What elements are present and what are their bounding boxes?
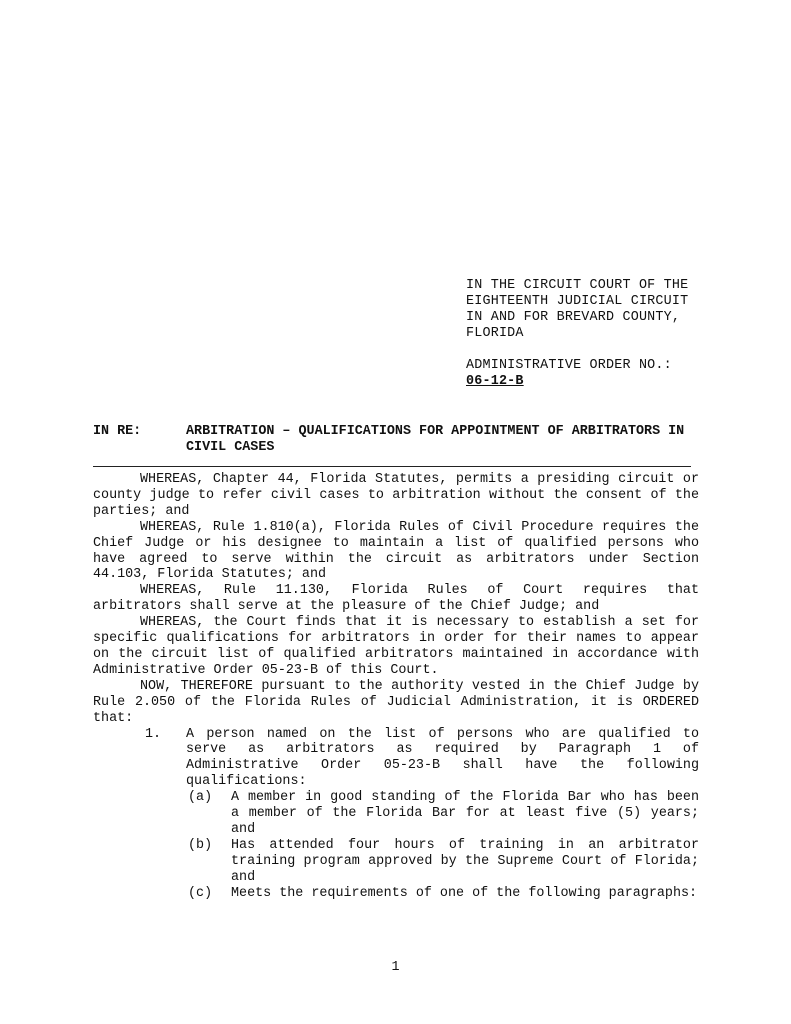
numbered-item (93, 727, 699, 791)
sub-item (93, 790, 699, 838)
order-number: 06-12-B (466, 374, 524, 389)
whereas-paragraph: WHEREAS, Rule 11.130, Florida Rules of Court requires that arbitrators shall serve at the pleasure of the Chief Judge; and (93, 583, 699, 615)
caption-line: IN AND FOR BREVARD COUNTY, (466, 310, 681, 325)
sub-item-text: Meets the requirements of one of the following paragraphs: (231, 885, 698, 901)
in-re-label: IN RE: (93, 424, 142, 439)
caption-line: IN THE CIRCUIT COURT OF THE (466, 278, 689, 293)
caption-line: FLORIDA (466, 326, 524, 341)
page-number: 1 (391, 960, 400, 975)
sub-item-letter: (c) (188, 885, 213, 901)
in-re-title: ARBITRATION – QUALIFICATIONS FOR APPOINTMENT OF ARBITRATORS IN CIVIL CASES (186, 424, 685, 455)
whereas-paragraph: WHEREAS, Rule 1.810(a), Florida Rules of Civil Procedure requires the Chief Judge or his designee to maintain a list of qualified persons who have agreed to serve within the circuit as arbitrators under Section 44.103, Florida Statutes; and (93, 519, 699, 583)
sub-item (93, 838, 699, 886)
sub-item-letter: (a) (188, 790, 213, 806)
whereas-paragraph: WHEREAS, the Court finds that it is necessary to establish a set for specific qualifications for arbitrators in order for their names to appear on the circuit list of qualified arbitrators maintained in accordance with Administrative Order 05-23-B of this Court. (93, 615, 699, 678)
order-body (93, 472, 699, 901)
item-number: 1. (145, 726, 162, 742)
ordered-paragraph: NOW, THEREFORE pursuant to the authority vested in the Chief Judge by Rule 2.050 of the Florida Rules of Judicial Administration, it is ORDERED that: (93, 678, 699, 726)
caption-line: EIGHTEENTH JUDICIAL CIRCUIT (466, 294, 689, 309)
item-text: A person named on the list of persons who are qualified to serve as arbitrators as required by Paragraph 1 of Administrative Order 05-23-B shall have the following qualifications: (186, 726, 699, 790)
sub-item-text: Has attended four hours of training in an arbitrator training program approved by the Supreme Court of Florida; and (231, 837, 699, 885)
whereas-paragraph: WHEREAS, Chapter 44, Florida Statutes, permits a presiding circuit or county judge to refer civil cases to arbitration without the consent of the parties; and (93, 472, 699, 519)
sub-item-letter: (b) (188, 837, 213, 853)
heading-divider (93, 466, 691, 467)
sub-item (93, 886, 699, 902)
court-caption (466, 278, 706, 390)
sub-item-text: A member in good standing of the Florida Bar who has been a member of the Florida Bar for at least five (5) years; and (231, 790, 699, 837)
order-label: ADMINISTRATIVE ORDER NO.: (466, 358, 672, 373)
